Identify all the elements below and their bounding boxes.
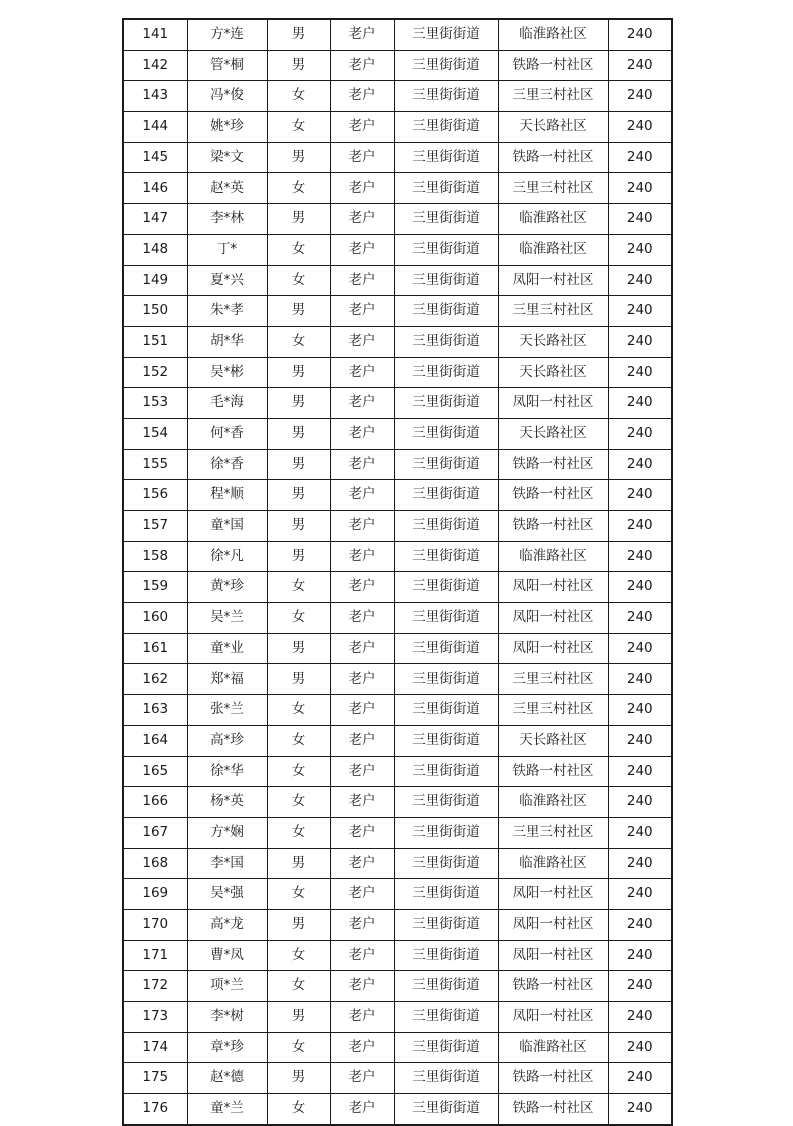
cell-subdistrict: 三里街街道 xyxy=(394,81,498,112)
cell-community: 天长路社区 xyxy=(498,357,608,388)
cell-household-type: 老户 xyxy=(330,112,394,143)
cell-household-type: 老户 xyxy=(330,1094,394,1125)
cell-community: 三里三村社区 xyxy=(498,173,608,204)
cell-gender: 男 xyxy=(267,388,330,419)
cell-index: 145 xyxy=(123,142,187,173)
table-row xyxy=(123,1002,672,1033)
cell-amount: 240 xyxy=(608,725,672,756)
cell-subdistrict: 三里街街道 xyxy=(394,511,498,542)
cell-amount: 240 xyxy=(608,633,672,664)
table-row xyxy=(123,572,672,603)
cell-gender: 男 xyxy=(267,511,330,542)
cell-amount: 240 xyxy=(608,572,672,603)
cell-community: 凤阳一村社区 xyxy=(498,388,608,419)
cell-subdistrict: 三里街街道 xyxy=(394,1032,498,1063)
cell-gender: 男 xyxy=(267,296,330,327)
cell-household-type: 老户 xyxy=(330,1002,394,1033)
cell-index: 160 xyxy=(123,603,187,634)
cell-index: 164 xyxy=(123,725,187,756)
cell-community: 凤阳一村社区 xyxy=(498,265,608,296)
cell-community: 铁路一村社区 xyxy=(498,1094,608,1125)
cell-amount: 240 xyxy=(608,142,672,173)
cell-subdistrict: 三里街街道 xyxy=(394,572,498,603)
cell-subdistrict: 三里街街道 xyxy=(394,695,498,726)
cell-household-type: 老户 xyxy=(330,541,394,572)
cell-name: 胡*华 xyxy=(187,326,267,357)
table-row xyxy=(123,971,672,1002)
cell-name: 吴*兰 xyxy=(187,603,267,634)
cell-amount: 240 xyxy=(608,357,672,388)
cell-community: 铁路一村社区 xyxy=(498,511,608,542)
cell-amount: 240 xyxy=(608,603,672,634)
table-row xyxy=(123,234,672,265)
cell-subdistrict: 三里街街道 xyxy=(394,234,498,265)
cell-gender: 男 xyxy=(267,480,330,511)
cell-gender: 男 xyxy=(267,204,330,235)
table-row xyxy=(123,909,672,940)
cell-household-type: 老户 xyxy=(330,296,394,327)
cell-name: 吴*强 xyxy=(187,879,267,910)
cell-household-type: 老户 xyxy=(330,817,394,848)
cell-gender: 男 xyxy=(267,19,330,50)
cell-community: 三里三村社区 xyxy=(498,695,608,726)
table-row xyxy=(123,695,672,726)
table-row xyxy=(123,480,672,511)
cell-community: 临淮路社区 xyxy=(498,848,608,879)
cell-community: 天长路社区 xyxy=(498,326,608,357)
cell-community: 临淮路社区 xyxy=(498,541,608,572)
cell-amount: 240 xyxy=(608,1032,672,1063)
cell-gender: 女 xyxy=(267,756,330,787)
table-row xyxy=(123,787,672,818)
table-row xyxy=(123,296,672,327)
cell-household-type: 老户 xyxy=(330,265,394,296)
cell-amount: 240 xyxy=(608,388,672,419)
cell-index: 176 xyxy=(123,1094,187,1125)
cell-index: 159 xyxy=(123,572,187,603)
cell-community: 三里三村社区 xyxy=(498,81,608,112)
cell-amount: 240 xyxy=(608,541,672,572)
cell-subdistrict: 三里街街道 xyxy=(394,204,498,235)
cell-gender: 女 xyxy=(267,971,330,1002)
cell-household-type: 老户 xyxy=(330,511,394,542)
cell-name: 朱*孝 xyxy=(187,296,267,327)
cell-subdistrict: 三里街街道 xyxy=(394,1094,498,1125)
cell-name: 夏*兴 xyxy=(187,265,267,296)
cell-gender: 男 xyxy=(267,664,330,695)
cell-amount: 240 xyxy=(608,787,672,818)
cell-gender: 男 xyxy=(267,50,330,81)
cell-name: 黄*珍 xyxy=(187,572,267,603)
table-row xyxy=(123,388,672,419)
cell-household-type: 老户 xyxy=(330,695,394,726)
cell-index: 149 xyxy=(123,265,187,296)
cell-name: 郑*福 xyxy=(187,664,267,695)
cell-amount: 240 xyxy=(608,1002,672,1033)
cell-amount: 240 xyxy=(608,756,672,787)
cell-name: 方*娴 xyxy=(187,817,267,848)
cell-subdistrict: 三里街街道 xyxy=(394,541,498,572)
cell-subdistrict: 三里街街道 xyxy=(394,357,498,388)
cell-name: 何*香 xyxy=(187,418,267,449)
table-row xyxy=(123,326,672,357)
cell-index: 154 xyxy=(123,418,187,449)
cell-gender: 女 xyxy=(267,879,330,910)
cell-household-type: 老户 xyxy=(330,756,394,787)
table-row xyxy=(123,173,672,204)
cell-household-type: 老户 xyxy=(330,848,394,879)
cell-subdistrict: 三里街街道 xyxy=(394,971,498,1002)
cell-gender: 男 xyxy=(267,418,330,449)
table-row xyxy=(123,50,672,81)
cell-subdistrict: 三里街街道 xyxy=(394,909,498,940)
cell-index: 167 xyxy=(123,817,187,848)
cell-gender: 女 xyxy=(267,940,330,971)
cell-community: 天长路社区 xyxy=(498,112,608,143)
cell-amount: 240 xyxy=(608,19,672,50)
cell-subdistrict: 三里街街道 xyxy=(394,817,498,848)
cell-subdistrict: 三里街街道 xyxy=(394,879,498,910)
cell-gender: 女 xyxy=(267,1094,330,1125)
cell-gender: 女 xyxy=(267,787,330,818)
cell-index: 165 xyxy=(123,756,187,787)
cell-name: 张*兰 xyxy=(187,695,267,726)
cell-index: 148 xyxy=(123,234,187,265)
cell-index: 147 xyxy=(123,204,187,235)
cell-subdistrict: 三里街街道 xyxy=(394,388,498,419)
cell-gender: 女 xyxy=(267,817,330,848)
cell-gender: 女 xyxy=(267,695,330,726)
cell-gender: 女 xyxy=(267,81,330,112)
cell-amount: 240 xyxy=(608,50,672,81)
cell-subdistrict: 三里街街道 xyxy=(394,173,498,204)
cell-community: 临淮路社区 xyxy=(498,19,608,50)
cell-index: 166 xyxy=(123,787,187,818)
cell-amount: 240 xyxy=(608,449,672,480)
cell-amount: 240 xyxy=(608,81,672,112)
cell-household-type: 老户 xyxy=(330,940,394,971)
table-row xyxy=(123,664,672,695)
cell-household-type: 老户 xyxy=(330,725,394,756)
cell-household-type: 老户 xyxy=(330,1032,394,1063)
cell-subdistrict: 三里街街道 xyxy=(394,418,498,449)
cell-community: 三里三村社区 xyxy=(498,296,608,327)
cell-household-type: 老户 xyxy=(330,234,394,265)
cell-subdistrict: 三里街街道 xyxy=(394,265,498,296)
cell-index: 168 xyxy=(123,848,187,879)
cell-name: 李*树 xyxy=(187,1002,267,1033)
cell-community: 凤阳一村社区 xyxy=(498,633,608,664)
cell-gender: 男 xyxy=(267,633,330,664)
cell-index: 157 xyxy=(123,511,187,542)
cell-community: 凤阳一村社区 xyxy=(498,879,608,910)
cell-household-type: 老户 xyxy=(330,664,394,695)
cell-community: 铁路一村社区 xyxy=(498,142,608,173)
cell-name: 毛*海 xyxy=(187,388,267,419)
cell-index: 173 xyxy=(123,1002,187,1033)
cell-index: 162 xyxy=(123,664,187,695)
cell-subdistrict: 三里街街道 xyxy=(394,296,498,327)
cell-index: 153 xyxy=(123,388,187,419)
cell-amount: 240 xyxy=(608,326,672,357)
cell-index: 170 xyxy=(123,909,187,940)
cell-community: 铁路一村社区 xyxy=(498,449,608,480)
table-row xyxy=(123,848,672,879)
cell-amount: 240 xyxy=(608,265,672,296)
cell-name: 项*兰 xyxy=(187,971,267,1002)
table-row xyxy=(123,1032,672,1063)
cell-community: 三里三村社区 xyxy=(498,664,608,695)
cell-index: 155 xyxy=(123,449,187,480)
cell-amount: 240 xyxy=(608,817,672,848)
cell-amount: 240 xyxy=(608,695,672,726)
table-row xyxy=(123,1094,672,1125)
table-row xyxy=(123,1063,672,1094)
table-row xyxy=(123,817,672,848)
cell-name: 李*林 xyxy=(187,204,267,235)
cell-community: 凤阳一村社区 xyxy=(498,909,608,940)
cell-community: 铁路一村社区 xyxy=(498,971,608,1002)
cell-subdistrict: 三里街街道 xyxy=(394,664,498,695)
cell-amount: 240 xyxy=(608,418,672,449)
cell-household-type: 老户 xyxy=(330,81,394,112)
cell-community: 铁路一村社区 xyxy=(498,50,608,81)
cell-subdistrict: 三里街街道 xyxy=(394,142,498,173)
cell-household-type: 老户 xyxy=(330,879,394,910)
cell-name: 童*国 xyxy=(187,511,267,542)
cell-household-type: 老户 xyxy=(330,326,394,357)
cell-household-type: 老户 xyxy=(330,449,394,480)
cell-gender: 女 xyxy=(267,112,330,143)
cell-household-type: 老户 xyxy=(330,418,394,449)
cell-index: 174 xyxy=(123,1032,187,1063)
cell-name: 童*兰 xyxy=(187,1094,267,1125)
cell-gender: 女 xyxy=(267,265,330,296)
cell-subdistrict: 三里街街道 xyxy=(394,326,498,357)
cell-subdistrict: 三里街街道 xyxy=(394,787,498,818)
cell-household-type: 老户 xyxy=(330,357,394,388)
table-row xyxy=(123,418,672,449)
cell-index: 156 xyxy=(123,480,187,511)
cell-subdistrict: 三里街街道 xyxy=(394,1002,498,1033)
cell-name: 方*连 xyxy=(187,19,267,50)
cell-index: 141 xyxy=(123,19,187,50)
cell-name: 章*珍 xyxy=(187,1032,267,1063)
cell-amount: 240 xyxy=(608,909,672,940)
cell-amount: 240 xyxy=(608,173,672,204)
cell-gender: 男 xyxy=(267,848,330,879)
table-row xyxy=(123,357,672,388)
cell-gender: 女 xyxy=(267,173,330,204)
cell-household-type: 老户 xyxy=(330,388,394,419)
cell-household-type: 老户 xyxy=(330,633,394,664)
cell-gender: 男 xyxy=(267,1063,330,1094)
cell-subdistrict: 三里街街道 xyxy=(394,725,498,756)
cell-index: 152 xyxy=(123,357,187,388)
cell-amount: 240 xyxy=(608,879,672,910)
cell-amount: 240 xyxy=(608,664,672,695)
cell-index: 175 xyxy=(123,1063,187,1094)
cell-subdistrict: 三里街街道 xyxy=(394,848,498,879)
cell-subdistrict: 三里街街道 xyxy=(394,112,498,143)
cell-gender: 女 xyxy=(267,326,330,357)
cell-amount: 240 xyxy=(608,1063,672,1094)
cell-household-type: 老户 xyxy=(330,909,394,940)
table-row xyxy=(123,112,672,143)
cell-name: 吴*彬 xyxy=(187,357,267,388)
cell-subdistrict: 三里街街道 xyxy=(394,50,498,81)
roster-body xyxy=(123,19,672,1125)
cell-index: 144 xyxy=(123,112,187,143)
cell-amount: 240 xyxy=(608,112,672,143)
cell-index: 163 xyxy=(123,695,187,726)
table-row xyxy=(123,142,672,173)
cell-gender: 女 xyxy=(267,1032,330,1063)
cell-amount: 240 xyxy=(608,480,672,511)
cell-amount: 240 xyxy=(608,234,672,265)
cell-community: 凤阳一村社区 xyxy=(498,940,608,971)
cell-subdistrict: 三里街街道 xyxy=(394,19,498,50)
cell-gender: 女 xyxy=(267,725,330,756)
cell-household-type: 老户 xyxy=(330,572,394,603)
cell-subdistrict: 三里街街道 xyxy=(394,480,498,511)
cell-name: 冯*俊 xyxy=(187,81,267,112)
cell-community: 凤阳一村社区 xyxy=(498,572,608,603)
cell-community: 天长路社区 xyxy=(498,725,608,756)
cell-gender: 男 xyxy=(267,449,330,480)
cell-amount: 240 xyxy=(608,296,672,327)
cell-household-type: 老户 xyxy=(330,142,394,173)
table-row xyxy=(123,81,672,112)
cell-gender: 男 xyxy=(267,909,330,940)
cell-subdistrict: 三里街街道 xyxy=(394,1063,498,1094)
cell-index: 169 xyxy=(123,879,187,910)
table-row xyxy=(123,19,672,50)
cell-gender: 男 xyxy=(267,357,330,388)
cell-gender: 女 xyxy=(267,572,330,603)
cell-name: 程*顺 xyxy=(187,480,267,511)
cell-gender: 女 xyxy=(267,603,330,634)
cell-name: 赵*德 xyxy=(187,1063,267,1094)
cell-community: 临淮路社区 xyxy=(498,787,608,818)
cell-name: 杨*英 xyxy=(187,787,267,818)
roster-table xyxy=(122,18,673,1126)
cell-subdistrict: 三里街街道 xyxy=(394,756,498,787)
cell-community: 三里三村社区 xyxy=(498,817,608,848)
cell-gender: 男 xyxy=(267,142,330,173)
table-row xyxy=(123,449,672,480)
cell-community: 铁路一村社区 xyxy=(498,480,608,511)
cell-name: 梁*文 xyxy=(187,142,267,173)
cell-household-type: 老户 xyxy=(330,173,394,204)
cell-gender: 男 xyxy=(267,1002,330,1033)
cell-index: 150 xyxy=(123,296,187,327)
cell-amount: 240 xyxy=(608,848,672,879)
cell-household-type: 老户 xyxy=(330,19,394,50)
cell-name: 丁* xyxy=(187,234,267,265)
table-row xyxy=(123,879,672,910)
cell-household-type: 老户 xyxy=(330,1063,394,1094)
cell-amount: 240 xyxy=(608,1094,672,1125)
cell-index: 142 xyxy=(123,50,187,81)
cell-household-type: 老户 xyxy=(330,603,394,634)
cell-gender: 男 xyxy=(267,541,330,572)
cell-amount: 240 xyxy=(608,971,672,1002)
cell-name: 姚*珍 xyxy=(187,112,267,143)
cell-subdistrict: 三里街街道 xyxy=(394,603,498,634)
cell-index: 146 xyxy=(123,173,187,204)
cell-community: 凤阳一村社区 xyxy=(498,1002,608,1033)
cell-index: 161 xyxy=(123,633,187,664)
table-row xyxy=(123,265,672,296)
cell-community: 铁路一村社区 xyxy=(498,1063,608,1094)
cell-household-type: 老户 xyxy=(330,50,394,81)
cell-index: 172 xyxy=(123,971,187,1002)
cell-amount: 240 xyxy=(608,204,672,235)
cell-household-type: 老户 xyxy=(330,480,394,511)
cell-amount: 240 xyxy=(608,940,672,971)
cell-name: 管*桐 xyxy=(187,50,267,81)
cell-name: 赵*英 xyxy=(187,173,267,204)
table-row xyxy=(123,756,672,787)
cell-index: 143 xyxy=(123,81,187,112)
cell-gender: 女 xyxy=(267,234,330,265)
cell-name: 高*龙 xyxy=(187,909,267,940)
cell-household-type: 老户 xyxy=(330,787,394,818)
table-row xyxy=(123,725,672,756)
cell-index: 158 xyxy=(123,541,187,572)
cell-name: 童*业 xyxy=(187,633,267,664)
cell-community: 临淮路社区 xyxy=(498,234,608,265)
table-row xyxy=(123,603,672,634)
cell-name: 曹*凤 xyxy=(187,940,267,971)
cell-community: 凤阳一村社区 xyxy=(498,603,608,634)
cell-community: 临淮路社区 xyxy=(498,204,608,235)
table-row xyxy=(123,541,672,572)
cell-index: 151 xyxy=(123,326,187,357)
cell-household-type: 老户 xyxy=(330,204,394,235)
cell-name: 徐*凡 xyxy=(187,541,267,572)
cell-amount: 240 xyxy=(608,511,672,542)
cell-name: 徐*香 xyxy=(187,449,267,480)
cell-index: 171 xyxy=(123,940,187,971)
cell-household-type: 老户 xyxy=(330,971,394,1002)
cell-community: 临淮路社区 xyxy=(498,1032,608,1063)
cell-community: 天长路社区 xyxy=(498,418,608,449)
cell-name: 李*国 xyxy=(187,848,267,879)
cell-name: 徐*华 xyxy=(187,756,267,787)
cell-subdistrict: 三里街街道 xyxy=(394,940,498,971)
cell-subdistrict: 三里街街道 xyxy=(394,633,498,664)
cell-name: 高*珍 xyxy=(187,725,267,756)
cell-subdistrict: 三里街街道 xyxy=(394,449,498,480)
table-row xyxy=(123,204,672,235)
table-row xyxy=(123,511,672,542)
table-row xyxy=(123,940,672,971)
cell-community: 铁路一村社区 xyxy=(498,756,608,787)
table-row xyxy=(123,633,672,664)
